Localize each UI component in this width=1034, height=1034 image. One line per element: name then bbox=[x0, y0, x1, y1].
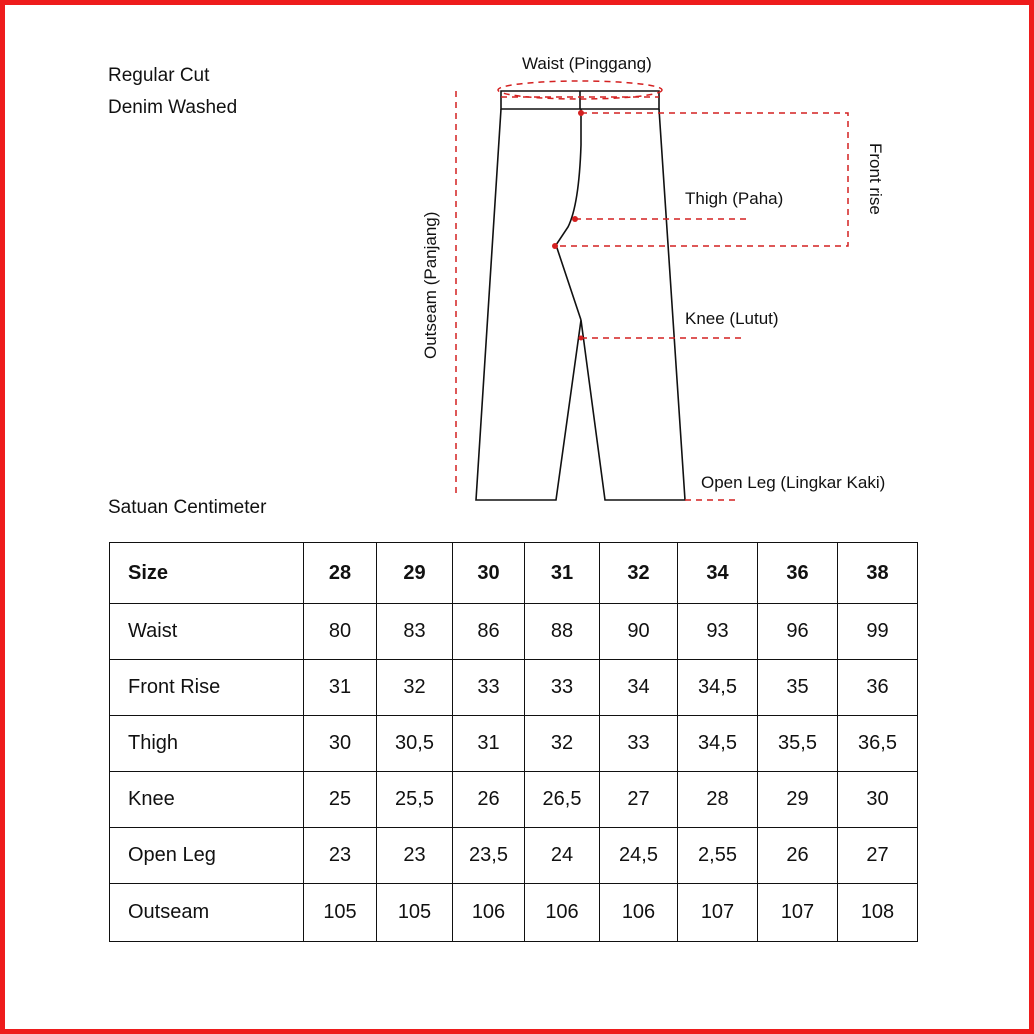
table-cell: 27 bbox=[838, 828, 918, 884]
size-column-header: 38 bbox=[838, 543, 918, 604]
table-cell: 96 bbox=[758, 604, 838, 660]
table-cell: 27 bbox=[600, 772, 678, 828]
table-cell: 83 bbox=[377, 604, 453, 660]
table-cell: 30 bbox=[838, 772, 918, 828]
table-row bbox=[110, 716, 918, 772]
product-wash-title: Denim Washed bbox=[108, 97, 238, 118]
row-label: Open Leg bbox=[110, 828, 304, 884]
table-cell: 30,5 bbox=[377, 716, 453, 772]
size-column-header: 28 bbox=[304, 543, 377, 604]
size-chart-table bbox=[109, 542, 918, 942]
size-column-header: 30 bbox=[453, 543, 525, 604]
table-cell: 88 bbox=[525, 604, 600, 660]
crotch-marker bbox=[552, 243, 558, 249]
table-cell: 29 bbox=[758, 772, 838, 828]
table-cell: 36 bbox=[838, 660, 918, 716]
table-row bbox=[110, 828, 918, 884]
table-cell: 24,5 bbox=[600, 828, 678, 884]
row-label: Front Rise bbox=[110, 660, 304, 716]
unit-caption: Satuan Centimeter bbox=[108, 497, 267, 518]
table-cell: 106 bbox=[453, 884, 525, 942]
table-cell: 28 bbox=[678, 772, 758, 828]
thigh-marker bbox=[572, 216, 578, 222]
table-cell: 33 bbox=[453, 660, 525, 716]
table-cell: 107 bbox=[758, 884, 838, 942]
outseam-label: Outseam (Panjang) bbox=[421, 211, 440, 359]
table-cell: 23 bbox=[377, 828, 453, 884]
front-rise-top-marker bbox=[578, 110, 584, 116]
table-cell: 33 bbox=[525, 660, 600, 716]
table-cell: 105 bbox=[304, 884, 377, 942]
table-cell: 34,5 bbox=[678, 660, 758, 716]
row-label: Outseam bbox=[110, 884, 304, 942]
size-column-header: 29 bbox=[377, 543, 453, 604]
knee-marker bbox=[579, 336, 584, 341]
row-label: Knee bbox=[110, 772, 304, 828]
table-cell: 80 bbox=[304, 604, 377, 660]
table-cell: 108 bbox=[838, 884, 918, 942]
table-row bbox=[110, 604, 918, 660]
table-cell: 25,5 bbox=[377, 772, 453, 828]
table-cell: 99 bbox=[838, 604, 918, 660]
table-cell: 33 bbox=[600, 716, 678, 772]
table-cell: 105 bbox=[377, 884, 453, 942]
table-cell: 93 bbox=[678, 604, 758, 660]
table-row bbox=[110, 884, 918, 942]
table-cell: 31 bbox=[304, 660, 377, 716]
table-cell: 35 bbox=[758, 660, 838, 716]
table-cell: 26 bbox=[453, 772, 525, 828]
table-cell: 34,5 bbox=[678, 716, 758, 772]
size-chart-body bbox=[110, 543, 918, 942]
table-row bbox=[110, 772, 918, 828]
table-cell: 26 bbox=[758, 828, 838, 884]
table-cell: 30 bbox=[304, 716, 377, 772]
table-cell: 35,5 bbox=[758, 716, 838, 772]
knee-label: Knee (Lutut) bbox=[685, 309, 779, 328]
size-header-label: Size bbox=[110, 543, 304, 604]
table-row bbox=[110, 660, 918, 716]
pants-outline bbox=[476, 91, 685, 500]
thigh-label: Thigh (Paha) bbox=[685, 189, 784, 208]
size-column-header: 34 bbox=[678, 543, 758, 604]
table-cell: 31 bbox=[453, 716, 525, 772]
table-cell: 25 bbox=[304, 772, 377, 828]
front-rise-guide bbox=[556, 113, 848, 246]
table-cell: 24 bbox=[525, 828, 600, 884]
size-column-header: 36 bbox=[758, 543, 838, 604]
table-cell: 23,5 bbox=[453, 828, 525, 884]
table-cell: 106 bbox=[600, 884, 678, 942]
table-cell: 2,55 bbox=[678, 828, 758, 884]
table-cell: 34 bbox=[600, 660, 678, 716]
table-cell: 36,5 bbox=[838, 716, 918, 772]
table-cell: 106 bbox=[525, 884, 600, 942]
size-column-header: 32 bbox=[600, 543, 678, 604]
front-rise-label: Front rise bbox=[866, 143, 885, 215]
row-label: Waist bbox=[110, 604, 304, 660]
table-cell: 32 bbox=[377, 660, 453, 716]
open-leg-label: Open Leg (Lingkar Kaki) bbox=[701, 473, 886, 492]
product-cut-title: Regular Cut bbox=[108, 65, 210, 86]
table-cell: 23 bbox=[304, 828, 377, 884]
row-label: Thigh bbox=[110, 716, 304, 772]
table-cell: 86 bbox=[453, 604, 525, 660]
table-cell: 32 bbox=[525, 716, 600, 772]
size-column-header: 31 bbox=[525, 543, 600, 604]
pants-measurement-diagram bbox=[5, 5, 1029, 525]
table-cell: 107 bbox=[678, 884, 758, 942]
measurement-guides bbox=[456, 81, 848, 500]
waist-label: Waist (Pinggang) bbox=[522, 54, 652, 73]
crotch-seam bbox=[556, 109, 581, 320]
table-header-row bbox=[110, 543, 918, 604]
table-cell: 26,5 bbox=[525, 772, 600, 828]
table-cell: 90 bbox=[600, 604, 678, 660]
